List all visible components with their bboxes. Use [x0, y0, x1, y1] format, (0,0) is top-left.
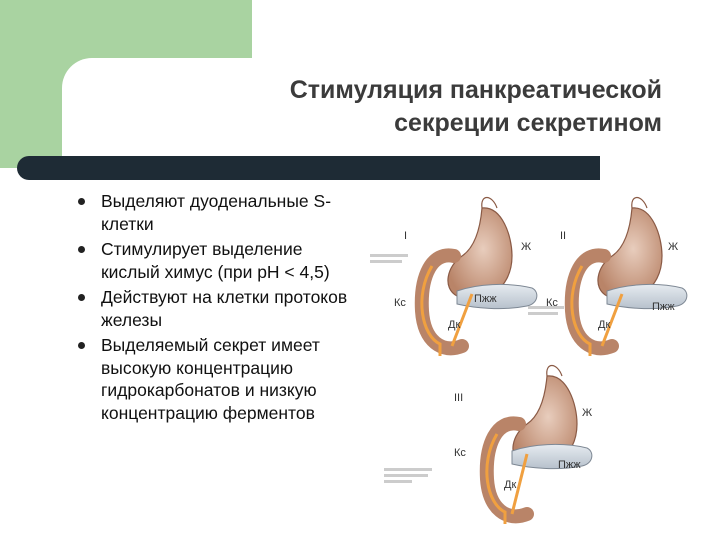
label-duodenum: Дк [504, 479, 517, 491]
caption-line [528, 312, 558, 315]
label-secretin-cells: Кс [394, 297, 406, 309]
label-stomach: Ж [668, 241, 679, 253]
bullet-item [74, 286, 364, 331]
title-line-2: секреции секретином [394, 109, 662, 137]
label-duodenum: Дк [448, 319, 461, 331]
bullet-dot-icon [78, 294, 85, 301]
caption-line [370, 254, 408, 257]
caption-line [384, 474, 428, 477]
bullet-list [74, 190, 364, 427]
label-pancreas: Пжж [558, 459, 581, 471]
panel-3 [384, 366, 592, 525]
esophagus-shape [632, 198, 647, 209]
bullet-text: Выделяемый секрет имеет высокую концентрацию гидрокарбонатов и низкую концентрацию ферментов [101, 335, 320, 423]
bullet-dot-icon [78, 198, 85, 205]
bullet-item [74, 238, 364, 283]
digestive-illustration [362, 196, 694, 526]
bullet-text: Действуют на клетки протоков железы [101, 287, 348, 330]
bullet-item [74, 190, 364, 235]
bullet-item [74, 334, 364, 424]
label-stomach: Ж [521, 241, 532, 253]
panel-2 [528, 198, 687, 357]
slide-title [142, 74, 662, 140]
title-divider-bar [17, 156, 600, 180]
caption-line [384, 480, 412, 483]
bullet-dot-icon [78, 246, 85, 253]
bullet-text: Стимулирует выделение кислый химус (при pH < 4,5) [101, 239, 330, 282]
label-pancreas: Пжж [474, 293, 497, 305]
esophagus-shape [482, 198, 497, 209]
title-line-1: Стимуляция панкреатической [289, 76, 662, 104]
panel-mark: II [560, 230, 567, 242]
stomach-pancreas-diagram [362, 196, 694, 526]
caption-line [370, 260, 402, 263]
panel-1 [370, 198, 537, 357]
label-stomach: Ж [582, 407, 593, 419]
bullet-dot-icon [78, 342, 85, 349]
label-secretin-cells: Кс [546, 297, 558, 309]
esophagus-shape [547, 366, 562, 377]
panel-mark: III [454, 392, 464, 404]
label-pancreas: Пжж [652, 301, 675, 313]
label-duodenum: Дк [598, 319, 611, 331]
panel-mark: I [404, 230, 408, 242]
label-secretin-cells: Кс [454, 447, 466, 459]
bullet-text: Выделяют дуоденальные S-клетки [101, 191, 332, 234]
caption-line [384, 468, 432, 471]
